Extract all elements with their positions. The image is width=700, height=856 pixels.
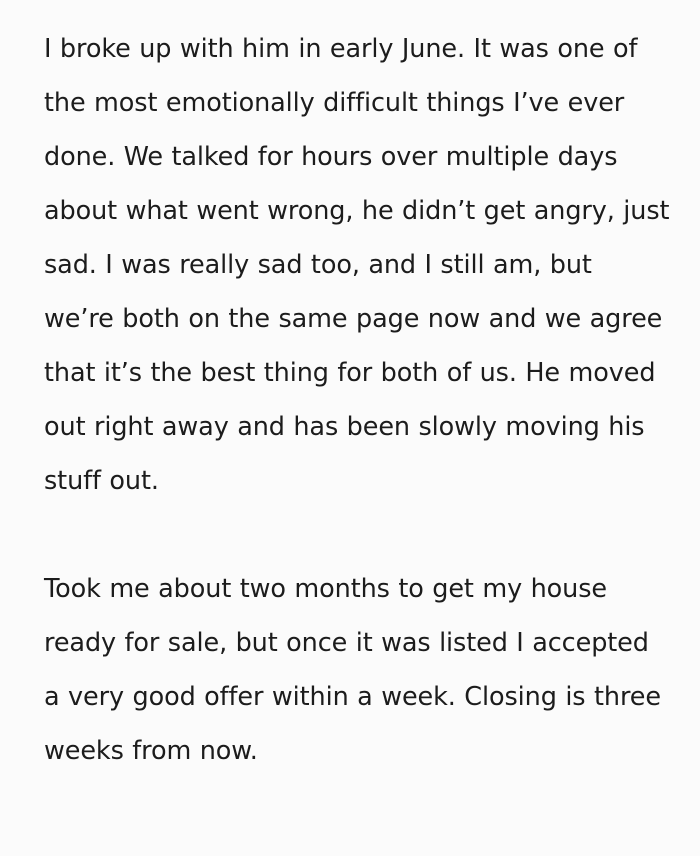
paragraph-spacer	[44, 508, 670, 562]
paragraph-second: Took me about two months to get my house ready for sale, but once it was listed I accepted a very good offer within a week. Closing is three weeks from now.	[44, 574, 670, 766]
paragraph-first: I broke up with him in early June. It was one of the most emotionally difficult things I’ve ever done. We talked for hours over multiple days about what went wrong, he didn’t get angry, just sad. I was really sad too, and I still am, but we’re both on the same page now and we agree that it’s the best thing for both of us. He moved out right away and has been slowly moving his stuff out.	[44, 34, 678, 496]
